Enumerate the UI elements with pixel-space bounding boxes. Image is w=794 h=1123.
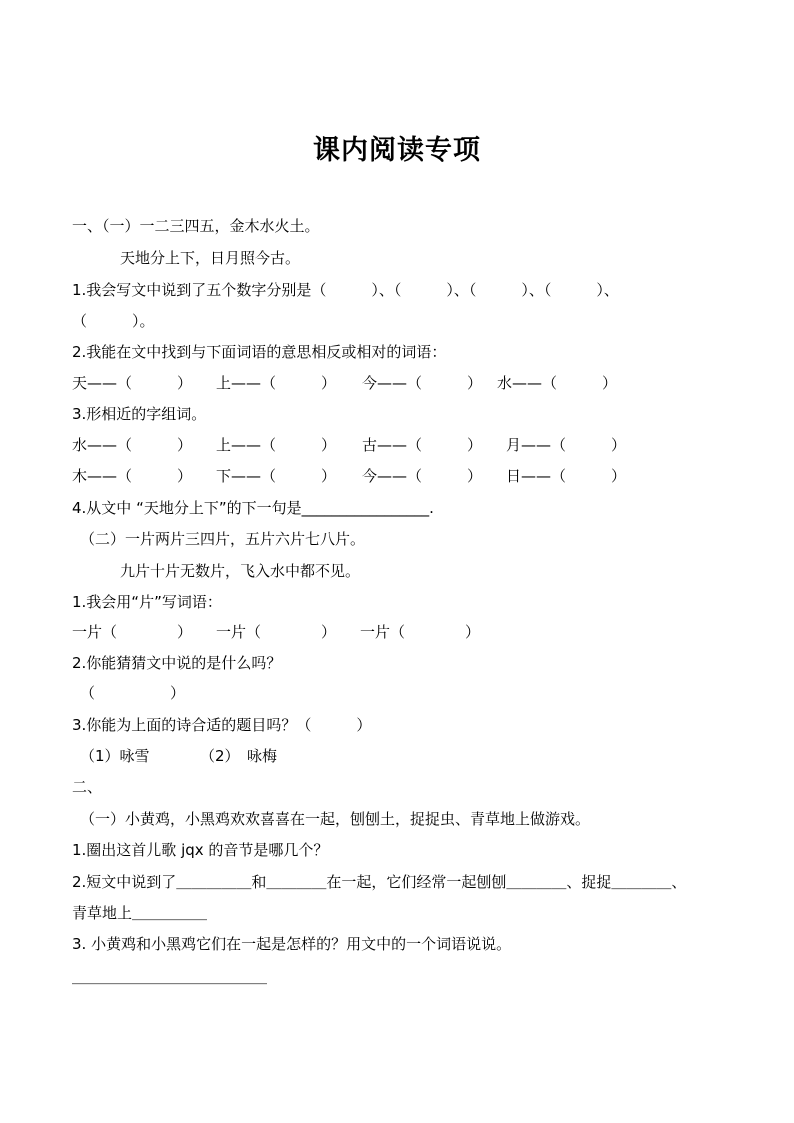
poem2-line1: （二）一片两片三四片，五片六片七八片。 — [80, 530, 366, 548]
antonym-item: 水——（ ） — [497, 374, 618, 392]
word-group-item: 古——（ ） — [362, 436, 483, 454]
poem1-line2: 天地分上下，日月照今古。 — [120, 249, 301, 267]
question-1-1-continued: （ ）。 — [72, 312, 155, 330]
question-1-3: 3.形相近的字组词。 — [72, 405, 207, 423]
question-2-1: 1.我会用“片”写词语： — [72, 593, 222, 611]
question-1-4: 4.从文中 “天地分上下”的下一句是_________________. — [72, 499, 434, 517]
poem2-line2: 九片十片无数片，飞入水中都不见。 — [120, 562, 361, 580]
word-group-item: 下——（ ） — [216, 467, 337, 485]
word-group-item: 日——（ ） — [506, 467, 627, 485]
section-2-passage: （一）小黄鸡，小黑鸡欢欢喜喜在一起，刨刨土，捉捉虫、青草地上做游戏。 — [80, 810, 591, 828]
word-group-item: 今——（ ） — [362, 467, 483, 485]
section-2-question-2: 2.短文中说到了＿＿＿＿＿和＿＿＿＿在一起，它们经常一起刨刨＿＿＿＿、捉捉＿＿＿＿、 — [72, 873, 687, 891]
word-group-item: 上——（ ） — [216, 436, 337, 454]
question-1-2: 2.我能在文中找到与下面词语的意思相反或相对的词语： — [72, 343, 447, 361]
word-group-item: 木——（ ） — [72, 467, 193, 485]
antonym-item: 上——（ ） — [216, 374, 337, 392]
antonym-item: 今——（ ） — [362, 374, 483, 392]
antonym-item: 天——（ ） — [72, 374, 193, 392]
section-2-heading: 二、 — [72, 778, 103, 796]
word-group-item: 水——（ ） — [72, 436, 193, 454]
section-2-question-2-continued: 青草地上＿＿＿＿＿ — [72, 904, 208, 922]
option-1: （1）咏雪 — [80, 747, 150, 765]
word-group-item: 月——（ ） — [506, 436, 627, 454]
option-2: （2） 咏梅 — [200, 747, 278, 765]
pian-word-item: 一片（ ） — [216, 623, 337, 641]
section-2-question-3: 3. 小黄鸡和小黑鸡它们在一起是怎样的？用文中的一个词语说说。 — [72, 935, 512, 953]
question-2-2: 2.你能猜猜文中说的是什么吗？ — [72, 654, 282, 672]
question-2-3: 3.你能为上面的诗合适的题目吗？（ ） — [72, 716, 372, 734]
page-title: 课内阅读专项 — [313, 135, 481, 166]
poem1-line1: 一、（一）一二三四五，金木水火土。 — [72, 217, 320, 235]
section-2-question-1: 1.圈出这首儿歌 jqx 的音节是哪几个？ — [72, 841, 329, 859]
pian-word-item: 一片（ ） — [72, 623, 193, 641]
question-2-2-answer: （ ） — [80, 684, 186, 702]
section-2-question-3-answer-line: ＿＿＿＿＿＿＿＿＿＿＿＿＿ — [72, 968, 268, 986]
question-1-1: 1.我会写文中说到了五个数字分别是（ ）、（ ）、（ ）、（ ）、 — [72, 281, 619, 299]
pian-word-item: 一片（ ） — [360, 623, 481, 641]
